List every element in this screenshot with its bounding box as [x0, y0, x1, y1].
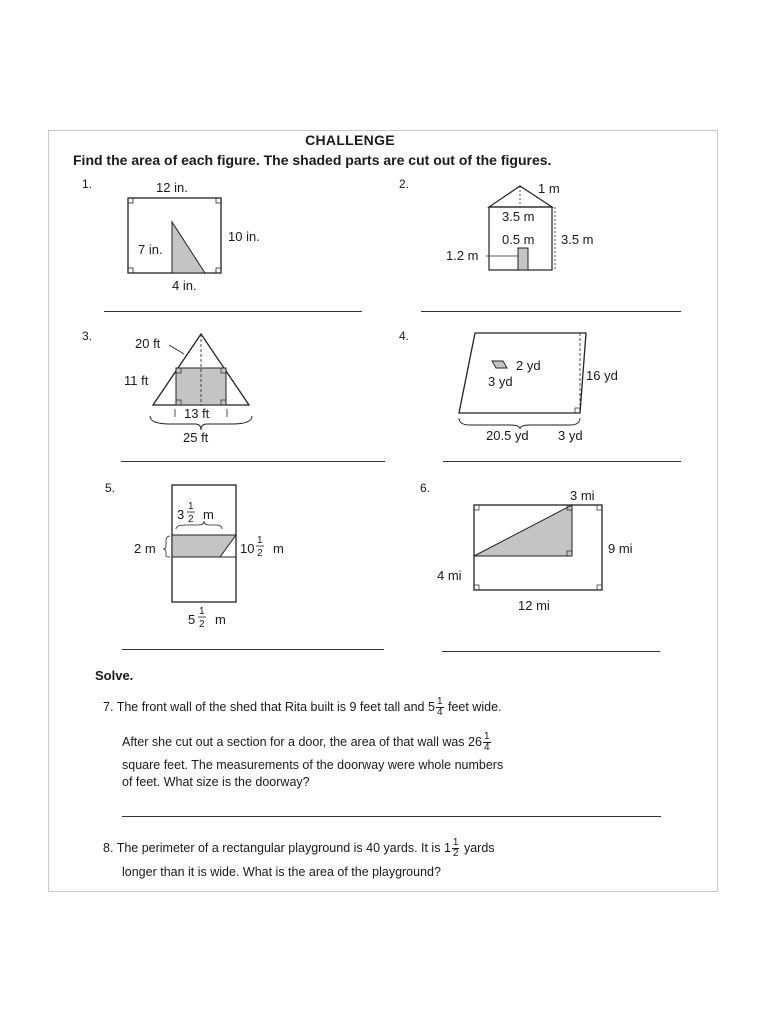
right-angle-mark — [474, 585, 479, 590]
bottom-unit: m — [215, 612, 226, 627]
label-door-width: 0.5 m — [502, 232, 535, 247]
q7-width-fraction — [436, 697, 444, 718]
shaded-triangle — [474, 505, 572, 556]
answer-line-7[interactable] — [122, 816, 661, 817]
top-brace — [176, 521, 222, 529]
top-unit: m — [203, 507, 214, 522]
figure-4 — [399, 329, 618, 443]
q7-area-den: 4 — [483, 742, 490, 753]
q8-number: 8. — [103, 840, 114, 855]
leader-line — [169, 345, 184, 354]
figure-1 — [82, 177, 260, 293]
label-right: 10 in. — [228, 229, 260, 244]
q7-width-num: 1 — [436, 696, 443, 707]
q8-den: 2 — [452, 848, 459, 859]
right-angle-mark — [597, 505, 602, 510]
label-height: 16 yd — [586, 368, 618, 383]
label-right: 9 mi — [608, 541, 633, 556]
solve-heading: Solve. — [95, 668, 134, 683]
label-top: 12 in. — [156, 180, 188, 195]
figure-6 — [420, 481, 633, 613]
right-den: 2 — [257, 548, 263, 559]
label-roof: 1 m — [538, 181, 560, 196]
top-num: 1 — [188, 501, 194, 512]
q7-width-den: 4 — [436, 707, 443, 718]
problem-number: 3. — [82, 329, 93, 343]
problem-number: 1. — [82, 177, 93, 191]
shaded-door — [518, 248, 528, 270]
q7-area-whole: 26 — [468, 734, 482, 749]
figure-5 — [105, 481, 284, 630]
q7-width-whole: 5 — [427, 699, 435, 714]
answer-line-6[interactable] — [442, 651, 660, 652]
q8-num: 1 — [452, 837, 459, 848]
right-angle-mark — [216, 198, 221, 203]
label-door-height: 1.2 m — [446, 248, 479, 263]
parallelogram — [459, 333, 586, 413]
shaded-trapezoid — [172, 535, 236, 557]
right-angle-mark — [597, 585, 602, 590]
q8-whole: 1 — [443, 840, 451, 855]
right-angle-mark — [216, 268, 221, 273]
answer-line-3[interactable] — [121, 461, 385, 462]
problem-number: 5. — [105, 481, 116, 495]
label-offset: 3 yd — [558, 428, 583, 443]
right-unit: m — [273, 541, 284, 556]
right-angle-mark — [128, 268, 133, 273]
answer-line-2[interactable] — [421, 311, 681, 312]
q7-number: 7. — [103, 699, 114, 714]
label-square-bottom: 13 ft — [184, 406, 210, 421]
left-brace — [163, 536, 170, 557]
label-hole-b: 3 yd — [488, 374, 513, 389]
shaded-parallelogram — [492, 361, 507, 368]
q7-text: feet wide. — [447, 699, 502, 714]
q8-text: The perimeter of a rectangular playground is 40 yards. It is — [116, 840, 441, 855]
problem-number: 6. — [420, 481, 431, 495]
label-base: 25 ft — [183, 430, 209, 445]
q7-line-1 — [103, 697, 502, 718]
q7-text: The front wall of the shed that Rita built is 9 feet tall and — [116, 699, 425, 714]
bottom-den: 2 — [199, 619, 205, 630]
label-left: 7 in. — [138, 242, 163, 257]
label-square-side: 11 ft — [124, 373, 149, 388]
label-bottom: 4 in. — [172, 278, 197, 293]
answer-line-4[interactable] — [443, 461, 681, 462]
q7-line-4: of feet. What size is the doorway? — [122, 775, 310, 789]
right-num: 1 — [257, 535, 263, 546]
q7-area-fraction — [483, 732, 491, 753]
page-title: CHALLENGE — [305, 132, 395, 148]
problem-number: 2. — [399, 177, 410, 191]
q8-line-1 — [103, 838, 495, 859]
label-width: 3.5 m — [502, 209, 535, 224]
answer-line-5[interactable] — [122, 649, 384, 650]
q7-area-num: 1 — [483, 731, 490, 742]
q7-line-2 — [122, 732, 492, 753]
shaded-triangle — [172, 222, 205, 273]
label-wall: 3.5 m — [561, 232, 594, 247]
q8-text: yards — [463, 840, 495, 855]
q7-line-3: square feet. The measurements of the doorway were whole numbers — [122, 758, 504, 772]
bottom-num: 1 — [199, 606, 205, 617]
right-whole: 10 — [240, 541, 255, 556]
right-angle-mark — [575, 408, 580, 413]
label-band-height: 2 m — [134, 541, 156, 556]
top-whole: 3 — [177, 507, 185, 522]
figure-2 — [399, 177, 594, 270]
bottom-whole: 5 — [188, 612, 196, 627]
right-angle-mark — [474, 505, 479, 510]
label-top: 3 mi — [570, 488, 595, 503]
label-hole-a: 2 yd — [516, 358, 541, 373]
figure-3 — [82, 329, 252, 445]
problem-number: 4. — [399, 329, 410, 343]
right-angle-mark — [128, 198, 133, 203]
q7-text: After she cut out a section for a door, the area of that wall was — [122, 734, 465, 749]
label-base: 20.5 yd — [486, 428, 529, 443]
label-bottom: 12 mi — [518, 598, 550, 613]
top-den: 2 — [188, 514, 194, 525]
q8-fraction — [452, 838, 460, 859]
answer-line-1[interactable] — [104, 311, 362, 312]
instructions: Find the area of each figure. The shaded parts are cut out of the figures. — [73, 152, 552, 168]
label-left: 4 mi — [437, 568, 462, 583]
label-slant: 20 ft — [135, 336, 161, 351]
q8-line-2: longer than it is wide. What is the area of the playground? — [122, 865, 441, 879]
